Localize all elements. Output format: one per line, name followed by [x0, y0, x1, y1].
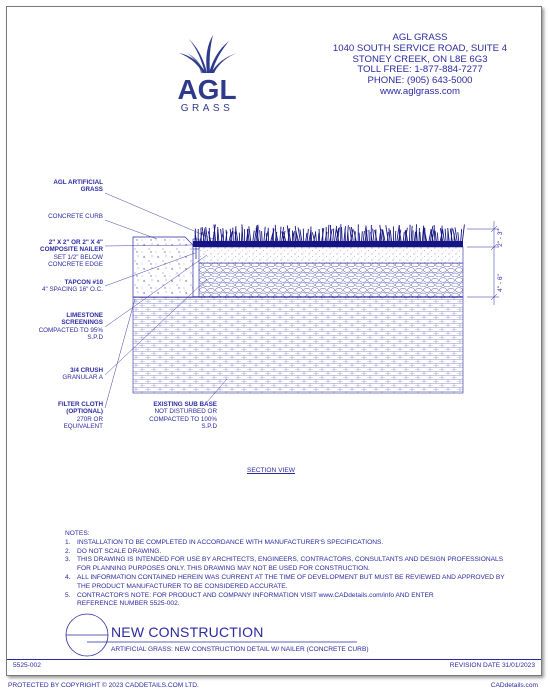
label-cloth-line4: EQUIVALENT — [63, 423, 103, 431]
company-address-line2: STONEY CREEK, ON L8E 6G3 — [352, 53, 488, 65]
turf-blade — [264, 227, 265, 243]
company-name: AGL GRASS — [392, 32, 448, 43]
label-nailer — [15, 239, 103, 269]
notes-block — [65, 530, 505, 609]
turf-blade — [342, 227, 343, 243]
turf-blade — [242, 224, 243, 243]
drawing-subtitle: ARTIFICIAL GRASS: NEW CONSTRUCTION DETAIL W/ NAILER (CONCRETE CURB) — [111, 646, 369, 653]
turf-blade — [413, 231, 414, 244]
turf-blade — [462, 224, 464, 243]
turf-blade — [411, 226, 412, 243]
logo-main-text: AGL — [177, 74, 237, 105]
caddetails-link[interactable]: CADdetails.com — [490, 682, 538, 689]
turf-blade — [373, 229, 375, 243]
turf-blade — [307, 229, 308, 243]
note-1-text: INSTALLATION TO BE COMPLETED IN ACCORDANCE WITH MANUFACTURER'S SPECIFICATIONS. — [77, 538, 384, 546]
note-5-number: 5. — [65, 591, 71, 599]
notes-heading: NOTES: — [65, 530, 90, 537]
note-2-number: 2. — [65, 547, 71, 555]
section-view-caption: SECTION VIEW — [247, 467, 295, 474]
turf-blade — [303, 229, 304, 243]
turf-blade — [461, 229, 462, 243]
turf-blade — [434, 225, 435, 243]
revision-date: REVISION DATE 31/01/2023 — [449, 662, 535, 669]
label-limestone-line4: S.P.D — [87, 334, 103, 342]
note-3-text-b: FOR PLANNING PURPOSES ONLY. THIS DRAWING MAY NOT BE USED FOR CONSTRUCTION. — [77, 565, 370, 573]
turf-blade — [201, 228, 202, 243]
label-turf-line2: GRASS — [80, 186, 103, 194]
label-nailer-line2: COMPOSITE NAILER — [40, 246, 103, 254]
company-phone: PHONE: (905) 643-5000 — [367, 75, 473, 87]
note-4-text-b: THE PRODUCT MANUFACTURER TO BE CONSIDERED ACCURATE. — [77, 582, 288, 590]
label-turf — [15, 179, 103, 194]
note-5-text-a: CONTRACTOR'S NOTE: FOR PRODUCT AND COMPANY INFORMATION VISIT www.CADdetails.com/info AND ENTER — [77, 591, 434, 599]
label-tapcon-line2: 4" SPACING 16" O.C. — [41, 286, 103, 294]
label-filter-cloth — [15, 401, 103, 431]
note-3-text-a: THIS DRAWING IS INTENDED FOR USE BY ARCHITECTS, ENGINEERS, CONTRACTORS, CONSULTANTS AND DESIGN PROFESSIONALS — [77, 556, 504, 564]
note-4-text-a: ALL INFORMATION CONTAINED HEREIN WAS CURRENT AT THE TIME OF DEVELOPMENT BUT MUST BE REVIEWED AND APPROVED BY — [77, 573, 505, 581]
label-curb: CONCRETE CURB — [48, 213, 103, 220]
limestone-screenings-layer — [199, 247, 463, 263]
dimension-base-text: 4" - 6" — [497, 274, 504, 292]
logo-sub-text: GRASS — [180, 103, 234, 113]
label-cloth-line1: FILTER CLOTH — [57, 401, 103, 408]
label-sub-line3: COMPACTED TO 100% — [149, 415, 217, 423]
label-limestone-line2: SCREENINGS — [61, 319, 103, 327]
label-limestone-line1: LIMESTONE — [66, 312, 103, 319]
drawing-title: NEW CONSTRUCTION — [111, 624, 264, 640]
label-sub-line1: EXISTING SUB BASE — [153, 401, 217, 408]
dimension-lines — [467, 221, 499, 305]
turf-blade — [318, 233, 319, 243]
label-cloth-line3: 270R OR — [76, 415, 103, 423]
label-nailer-line3: SET 1/2" BELOW — [53, 253, 103, 261]
reference-number: 5525-002 — [13, 662, 41, 669]
label-sub-base — [137, 401, 217, 431]
note-5-text-b: REFERENCE NUMBER 5525-002. — [77, 600, 180, 608]
turf-blade — [333, 229, 334, 244]
turf-blade — [319, 229, 320, 243]
label-tapcon — [15, 279, 103, 294]
dimension-turf-text: 2" - 3" — [497, 229, 504, 247]
label-crush-line2: GRANULAR A — [62, 374, 103, 382]
turf-blade — [323, 228, 324, 243]
note-4-number: 4. — [65, 573, 71, 581]
label-sub-line2: NOT DISTURBED OR — [154, 408, 217, 416]
turf-blade — [409, 225, 410, 243]
crush-layer — [199, 263, 463, 297]
label-crush — [15, 367, 103, 382]
turf-blade — [239, 233, 240, 243]
company-address-line1: 1040 SOUTH SERVICE ROAD, SUITE 4 — [332, 42, 508, 54]
label-nailer-line1: 2" X 2" OR 2" X 4" — [48, 239, 103, 246]
turf-blade — [223, 228, 224, 243]
turf-blade — [233, 228, 234, 243]
turf-blades — [195, 224, 464, 243]
note-3-number: 3. — [65, 556, 71, 564]
note-2-text: DO NOT SCALE DRAWING. — [77, 547, 162, 555]
turf-blade — [280, 227, 281, 243]
turf-blade — [328, 225, 329, 243]
label-nailer-line4: CONCRETE EDGE — [48, 261, 103, 269]
drawing-sheet — [6, 6, 542, 676]
note-1-number: 1. — [65, 538, 71, 546]
footer-rule — [7, 659, 541, 660]
label-tapcon-line1: TAPCON #10 — [64, 279, 103, 286]
turf-blade — [369, 230, 370, 243]
label-sub-line4: S.P.D — [201, 423, 217, 431]
label-cloth-line2: (OPTIONAL) — [66, 408, 103, 416]
label-limestone-line3: COMPACTED TO 95% — [38, 326, 103, 334]
label-limestone — [15, 312, 103, 342]
turf-blade — [445, 229, 446, 243]
turf-blade — [262, 231, 263, 243]
turf-blade — [331, 225, 332, 243]
label-crush-line1: 3/4 CRUSH — [70, 367, 103, 374]
company-website[interactable]: www.aglgrass.com — [380, 85, 460, 97]
concrete-curb-shape — [133, 237, 193, 297]
company-tollfree: TOLL FREE: 1-877-884-7277 — [357, 64, 483, 76]
label-turf-line1: AGL ARTIFICIAL — [53, 179, 103, 186]
sub-base-layer — [133, 297, 463, 393]
copyright-text: PROTECTED BY COPYRIGHT © 2023 CADDETAILS.COM LTD. — [8, 682, 199, 689]
